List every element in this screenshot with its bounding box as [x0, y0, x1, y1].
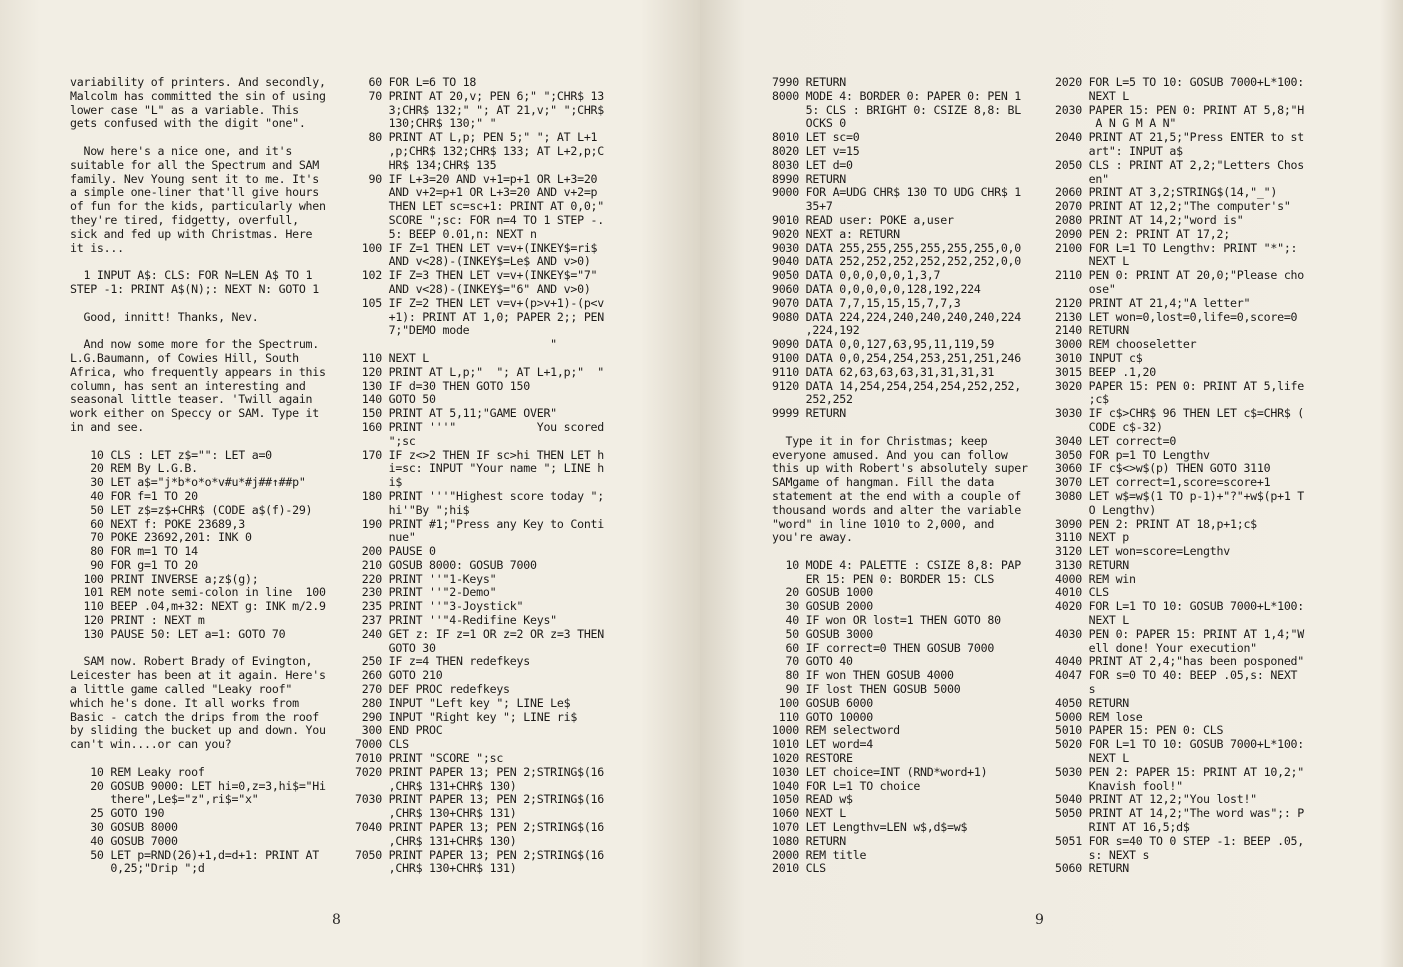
article-paragraph: Now here's a nice one, and it's suitable for all the Spectrum and SAM family. Nev Young sent it to me. It's a simple one-liner that'll give hours of fun for the kids, particularly when they're tired, fidgetty, overfull, sick and fed up with Christmas. Here it is... — [70, 143, 326, 255]
left-page — [0, 0, 700, 967]
article-paragraph: And now some more for the Spectrum. L.G.Baumann, of Cowies Hill, South Africa, who frequently appears in this column, has sent an interesting and seasonal little teaser. 'Twill again work either on Speccy or SAM. Type it in and see. — [70, 337, 326, 434]
left-page-column-1 — [70, 76, 340, 876]
article-paragraph: Type it in for Christmas; keep everyone amused. And you can follow this up with Robert's absolutely super SAMgame of hangman. Fill the data statement at the end with a couple of thousand words and alter the variable "word" in line 1010 to 2,000, and you're away. — [772, 433, 1028, 545]
left-page-column-2 — [355, 76, 625, 876]
right-page-column-2 — [1055, 76, 1327, 876]
code-listing: 1 INPUT A$: CLS: FOR N=LEN A$ TO 1 STEP -1: PRINT A$(N);: NEXT N: GOTO 1 — [70, 268, 320, 296]
code-listing: 10 REM Leaky roof 20 GOSUB 9000: LET hi=0,z=3,hi$="Hi there",Le$="z",ri$="x" 25 GOTO 190 30 GOSUB 8000 40 GOSUB 7000 50 LET p=RND(26)+1,d=d+1: PRINT AT 0,25;"Drip ";d — [90, 764, 326, 876]
code-listing: 10 MODE 4: PALETTE : CSIZE 8,8: PAP ER 15: PEN 0: BORDER 15: CLS 20 GOSUB 1000 30 GOSUB 2000 40 IF won OR lost=1 THEN GOTO 80 50 GOSUB 3000 60 IF correct=0 THEN GOSUB 7000 70 GOTO 40 80 IF won THEN GOSUB 4000 90 IF lost THEN GOSUB 5000 100 GOSUB 6000 110 GOTO 10000 1000 REM selectword 1010 LET word=4 1020 RESTORE 1030 LET choice=INT (RND*word+1) 1040 FOR L=1 TO choice 1050 READ w$ 1060 NEXT L 1070 LET Lengthv=LEN w$,d$=w$ 1080 RETURN 2000 REM title 2010 CLS — [772, 557, 1022, 876]
right-page — [700, 0, 1403, 967]
code-listing: 10 CLS : LET z$="": LET a=0 20 REM By L.G.B. 30 LET a$="j*b*o*o*v#u*#j##↑##p" 40 FOR f=1 TO 20 50 LET z$=z$+CHR$ (CODE a$(f)-29) 60 NEXT f: POKE 23689,3 70 POKE 23692,201: INK 0 80 FOR m=1 TO 14 90 FOR g=1 TO 20 100 PRINT INVERSE a;z$(g); 101 REM note semi-colon in line 100 110 BEEP .04,m+32: NEXT g: INK m/2.9 120 PRINT : NEXT m 130 PAUSE 50: LET a=1: GOTO 70 — [83, 447, 326, 641]
code-listing: 60 FOR L=6 TO 18 70 PRINT AT 20,v; PEN 6;" ";CHR$ 13 3;CHR$ 132;" "; AT 21,v;" ";CHR$ 130;CHR$ 130;" " 80 PRINT AT L,p; PEN 5;" "; AT L+1 ,p;CHR$ 132;CHR$ 133; AT L+2,p;C HR$ 134;CHR$ 135 90 IF L+3=20 AND v+1=p+1 OR L+3=20 AND v+2=p+1 OR L+3=20 AND v+2=p THEN LET sc=sc+1: PRINT AT 0,0;" SCORE ";sc: FOR n=4 TO 1 STEP -. 5: BEEP 0.01,n: NEXT n 100 IF Z=1 THEN LET v=v+(INKEY$=ri$ AND v<28)-(INKEY$=Le$ AND v>0) 102 IF Z=3 THEN LET v=v+(INKEY$="7" AND v<28)-(INKEY$="6" AND v>0) 105 IF Z=2 THEN LET v=v+(p>v+1)-(p<v +1): PRINT AT 1,0; PAPER 2;; PEN 7;"DEMO mode " 110 NEXT L 120 PRINT AT L,p;" "; AT L+1,p;" " 130 IF d=30 THEN GOTO 150 140 GOTO 50 150 PRINT AT 5,11;"GAME OVER" 160 PRINT '''" You scored ";sc 170 IF z<>2 THEN IF sc>hi THEN LET h i=sc: INPUT "Your name "; LINE h i$ 180 PRINT '''"Highest score today "; hi'"By ";hi$ 190 PRINT #1;"Press any Key to Conti nue" 200 PAUSE 0 210 GOSUB 8000: GOSUB 7000 220 PRINT ''"1-Keys" 230 PRINT ''"2-Demo" 235 PRINT ''"3-Joystick" 237 PRINT ''"4-Redifine Keys" 240 GET z: IF z=1 OR z=2 OR z=3 THEN GOTO 30 250 IF z=4 THEN redefkeys 260 GOTO 210 270 DEF PROC redefkeys 280 INPUT "Left key "; LINE Le$ 290 INPUT "Right key "; LINE ri$ 300 END PROC 7000 CLS 7010 PRINT "SCORE ";sc 7020 PRINT PAPER 13; PEN 2;STRING$(16 ,CHR$ 131+CHR$ 130) 7030 PRINT PAPER 13; PEN 2;STRING$(16 ,CHR$ 130+CHR$ 131) 7040 PRINT PAPER 13; PEN 2;STRING$(16 ,CHR$ 131+CHR$ 130) 7050 PRINT PAPER 13; PEN 2;STRING$(16 ,CHR$ 130+CHR$ 131) — [355, 75, 605, 876]
article-paragraph: Good, innitt! Thanks, Nev. — [70, 309, 259, 324]
article-paragraph: variability of printers. And secondly, Malcolm has committed the sin of using lower case "L" as a variable. This gets confused with the digit "one". — [70, 75, 326, 131]
article-paragraph: SAM now. Robert Brady of Evington, Leicester has been at it again. Here's a little game called "Leaky roof" which he's done. It all works from Basic - catch the drips from the roof by sliding the bucket up and down. You can't win....or can you? — [70, 654, 326, 752]
code-listing: 2020 FOR L=5 TO 10: GOSUB 7000+L*100: NEXT L 2030 PAPER 15: PEN 0: PRINT AT 5,8;"H A N G M A N" 2040 PRINT AT 21,5;"Press ENTER to st art": INPUT a$ 2050 CLS : PRINT AT 2,2;"Letters Chos en" 2060 PRINT AT 3,2;STRING$(14,"_") 2070 PRINT AT 12,2;"The computer's" 2080 PRINT AT 14,2;"word is" 2090 PEN 2: PRINT AT 17,2; 2100 FOR L=1 TO Lengthv: PRINT "*";: NEXT L 2110 PEN 0: PRINT AT 20,0;"Please cho ose" 2120 PRINT AT 21,4;"A letter" 2130 LET won=0,lost=0,life=0,score=0 2140 RETURN 3000 REM chooseletter 3010 INPUT c$ 3015 BEEP .1,20 3020 PAPER 15: PEN 0: PRINT AT 5,life ;c$ 3030 IF c$>CHR$ 96 THEN LET c$=CHR$ ( CODE c$-32) 3040 LET correct=0 3050 FOR p=1 TO Lengthv 3060 IF c$<>w$(p) THEN GOTO 3110 3070 LET correct=1,score=score+1 3080 LET w$=w$(1 TO p-1)+"?"+w$(p+1 T O Lengthv) 3090 PEN 2: PRINT AT 18,p+1;c$ 3110 NEXT p 3120 LET won=score=Lengthv 3130 RETURN 4000 REM win 4010 CLS 4020 FOR L=1 TO 10: GOSUB 7000+L*100: NEXT L 4030 PEN 0: PAPER 15: PRINT AT 1,4;"W ell done! Your execution" 4040 PRINT AT 2,4;"has been posponed" 4047 FOR s=0 TO 40: BEEP .05,s: NEXT s 4050 RETURN 5000 REM lose 5010 PAPER 15: PEN 0: CLS 5020 FOR L=1 TO 10: GOSUB 7000+L*100: NEXT L 5030 PEN 2: PAPER 15: PRINT AT 10,2;" Knavish fool!" 5040 PRINT AT 12,2;"You lost!" 5050 PRINT AT 14,2;"The word was";: P RINT AT 16,5;d$ 5051 FOR s=40 TO 0 STEP -1: BEEP .05, s: NEXT s 5060 RETURN — [1055, 75, 1305, 876]
right-page-column-1 — [772, 76, 1044, 876]
page-number: 8 — [332, 912, 341, 928]
page-number: 9 — [1035, 912, 1044, 928]
code-listing: 7990 RETURN 8000 MODE 4: BORDER 0: PAPER 0: PEN 1 5: CLS : BRIGHT 0: CSIZE 8,8: BL OCKS 0 8010 LET sc=0 8020 LET v=15 8030 LET d=0 8990 RETURN 9000 FOR A=UDG CHR$ 130 TO UDG CHR$ 1 35+7 9010 READ user: POKE a,user 9020 NEXT a: RETURN 9030 DATA 255,255,255,255,255,255,0,0 9040 DATA 252,252,252,252,252,252,0,0 9050 DATA 0,0,0,0,0,1,3,7 9060 DATA 0,0,0,0,0,128,192,224 9070 DATA 7,7,15,15,15,7,7,3 9080 DATA 224,224,240,240,240,240,224 ,224,192 9090 DATA 0,0,127,63,95,11,119,59 9100 DATA 0,0,254,254,253,251,251,246 9110 DATA 62,63,63,63,31,31,31,31 9120 DATA 14,254,254,254,254,252,252, 252,252 9999 RETURN — [772, 75, 1022, 421]
